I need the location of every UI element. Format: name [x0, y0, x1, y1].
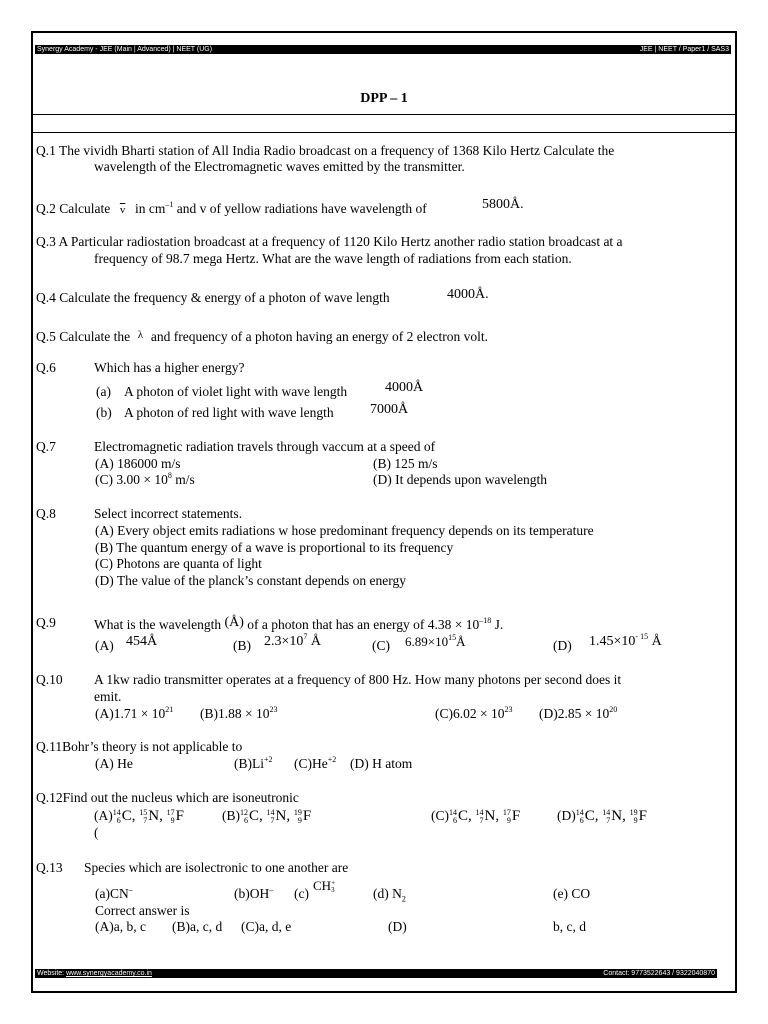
- q12-text: Q.12Find out the nucleus which are isoneutronic: [36, 790, 299, 805]
- q10-d-exp: 20: [609, 705, 618, 714]
- q9-c-mantissa: 6.89×10: [405, 634, 449, 649]
- q2-text: in cm: [134, 201, 166, 216]
- nuclide-prefix: [113, 809, 121, 825]
- q10-number: Q.10: [36, 672, 63, 687]
- page-title: DPP – 1: [360, 91, 408, 106]
- q3-line1: Q.3 A Particular radiostation broadcast at a frequency of 1120 Kilo Hertz another radio station broadcast at a: [36, 234, 623, 249]
- element-symbol: C: [121, 808, 132, 824]
- q10-c-exp: 23: [504, 705, 513, 714]
- q9-d-exp: - 15: [635, 632, 649, 641]
- footer-bar: [35, 969, 717, 978]
- q9-c-exp: 15: [448, 633, 457, 642]
- q13-text: Species which are isolectronic to one another are: [84, 860, 349, 875]
- q10-line2: emit.: [94, 689, 122, 704]
- element-symbol: F: [511, 808, 521, 824]
- nuclide-prefix: [267, 809, 275, 825]
- atomic-number: 7: [479, 815, 484, 825]
- q9-d-unit: Å: [648, 634, 662, 649]
- divider: [33, 114, 735, 115]
- q9-text: [94, 615, 503, 633]
- q12-d-label: (D): [557, 808, 576, 823]
- q10-option-c: [435, 706, 512, 722]
- q9-option-c-label: (C): [372, 638, 390, 653]
- mass-number: 14: [266, 807, 275, 817]
- q8-option-b: (B) The quantum energy of a wave is proportional to its frequency: [95, 540, 454, 555]
- atomic-number: 6: [116, 815, 121, 825]
- q9-b-unit: Å: [307, 634, 322, 649]
- nuclide-prefix: [167, 809, 175, 825]
- q9-d-mantissa: 1.45×10: [589, 634, 636, 649]
- q11-b-text: (B)Li: [234, 756, 264, 771]
- q7-option-b: (B) 125 m/s: [373, 456, 438, 471]
- q9-unit: (Å): [224, 615, 244, 630]
- q13-c-charge: [331, 880, 335, 894]
- q6-b-text: A photon of red light with wave length: [124, 405, 334, 420]
- mass-number: 14: [449, 807, 457, 817]
- separator: ,: [594, 808, 603, 824]
- q2-exponent: –1: [165, 200, 174, 209]
- separator: ,: [259, 808, 267, 824]
- nuclide-prefix: [602, 809, 610, 825]
- q2-text: and v of yellow radiations have wavelength of: [176, 201, 427, 216]
- mass-number: 14: [575, 807, 584, 817]
- website-link[interactable]: www.synergyacademy.co.in: [66, 970, 152, 977]
- q12-option-c: [431, 808, 520, 825]
- q12-c-label: (C): [431, 808, 449, 823]
- element-symbol: C: [584, 808, 595, 824]
- q9-option-a-value: 454Å: [126, 634, 158, 649]
- q2-wavelength: 5800Å: [482, 197, 521, 212]
- q12-option-b: [222, 808, 311, 825]
- q12-paren: (: [94, 825, 99, 840]
- q5-text: and frequency of a photon having an energy of 2 electron volt.: [150, 329, 488, 344]
- q7-option-d: (D) It depends upon wavelength: [373, 472, 547, 487]
- footer-contact: Contact: 9773522643 / 9322040870: [603, 970, 715, 977]
- q13-option-a: [95, 886, 133, 902]
- nuclide-prefix: [630, 809, 638, 825]
- q11-option-d: (D) H atom: [350, 756, 413, 771]
- q9-option-d-value: [589, 634, 662, 650]
- q11-option-c: [294, 756, 336, 772]
- q13-answer-d-value: b, c, d: [553, 919, 586, 934]
- q10-line1: A 1kw radio transmitter operates at a frequency of 800 Hz. How many photons per second does it: [94, 672, 622, 687]
- atomic-number: 6: [579, 815, 584, 825]
- q13-answer-a: (A)a, b, c: [95, 919, 146, 934]
- q4-value: [447, 287, 489, 303]
- q13-answer-c: (C)a, d, e: [241, 919, 292, 934]
- q7-option-c-text: (C) 3.00 × 10: [95, 472, 168, 487]
- mass-number: 14: [602, 807, 611, 817]
- q1-line2: wavelength of the Electromagnetic waves emitted by the transmitter.: [94, 159, 465, 174]
- separator: ,: [159, 808, 167, 824]
- element-symbol: N: [484, 808, 496, 824]
- element-symbol: F: [638, 808, 647, 824]
- q9-option-b-value: [264, 634, 321, 650]
- footer-website: [37, 969, 152, 978]
- q7-number: Q.7: [36, 439, 56, 454]
- lambda-symbol: λ: [137, 329, 144, 341]
- q5: [36, 327, 488, 345]
- mass-number: 17: [502, 807, 511, 817]
- q12-option-d: [557, 808, 647, 825]
- element-symbol: F: [302, 808, 312, 824]
- q10-b-exp: 23: [269, 705, 278, 714]
- q11-c-exp: +2: [327, 755, 337, 764]
- q11-c-text: (C)He: [294, 756, 328, 771]
- nuclide-prefix: [576, 809, 584, 825]
- q4-dot: .: [485, 287, 489, 302]
- q13-b-text: (b)OH: [234, 886, 270, 901]
- q10-option-a: [95, 706, 173, 722]
- q10-option-b: [200, 706, 277, 722]
- q6-b-label: (b): [96, 405, 112, 420]
- mass-number: 19: [293, 807, 302, 817]
- q7-option-a: (A) 186000 m/s: [95, 456, 181, 471]
- q10-a-text: (A)1.71 × 10: [95, 706, 166, 721]
- atomic-number: 7: [143, 815, 148, 825]
- q13-option-b: [234, 886, 273, 902]
- q9-exponent: –18: [479, 616, 492, 625]
- q9-number: Q.9: [36, 615, 56, 630]
- q11-option-b: [234, 756, 273, 772]
- q8-text: Select incorrect statements.: [94, 506, 243, 521]
- atomic-number: 7: [606, 815, 611, 825]
- q11-b-exp: +2: [264, 755, 273, 764]
- q2-dot: .: [520, 197, 524, 212]
- q13-option-c-species: [313, 878, 335, 894]
- header-left: Synergy Academy - JEE (Main | Advanced) | NEET (UG): [37, 46, 213, 53]
- nuclide-prefix: [449, 809, 457, 825]
- atomic-number: 9: [297, 815, 302, 825]
- q11-option-a: (A) He: [95, 756, 133, 771]
- q7-option-c-exp: 8: [167, 471, 172, 480]
- element-symbol: C: [458, 808, 469, 824]
- atomic-number: 9: [506, 815, 511, 825]
- q6-b-value: 7000Å: [370, 402, 409, 417]
- nuclide-prefix: [240, 809, 248, 825]
- mass-number: 14: [112, 807, 121, 817]
- q12-a-label: (A): [94, 808, 113, 823]
- atomic-number: 9: [170, 815, 175, 825]
- element-symbol: N: [148, 808, 160, 824]
- website-label: Website:: [37, 970, 67, 977]
- q9-text-b: of a photon that has an energy of 4.38 × 10: [247, 617, 480, 632]
- q10-d-text: (D)2.85 × 10: [539, 706, 610, 721]
- q9-b-mantissa: 2.3×10: [264, 634, 304, 649]
- q4-text: Q.4 Calculate the frequency & energy of a photon of wave length: [36, 290, 390, 305]
- q13-number: Q.13: [36, 860, 63, 875]
- q9-option-d-label: (D): [553, 638, 572, 653]
- q6-a-label: (a): [96, 384, 111, 399]
- separator: ,: [286, 808, 294, 824]
- q9-option-b-label: (B): [233, 638, 251, 653]
- q9-text-c: J.: [491, 617, 504, 632]
- q9-b-exp: 7: [303, 632, 308, 641]
- element-symbol: N: [275, 808, 287, 824]
- header-bar: [35, 45, 731, 54]
- q8-option-d: (D) The value of the planck’s constant depends on energy: [95, 573, 407, 588]
- q2-value: [482, 197, 524, 213]
- q7-text: Electromagnetic radiation travels through vaccum at a speed of: [94, 439, 436, 454]
- q10-option-d: [539, 706, 617, 722]
- mass-number: 12: [240, 807, 248, 817]
- q9-text-a: What is the wavelength: [94, 617, 222, 632]
- q13-answer-b: (B)a, c, d: [172, 919, 223, 934]
- q6-a-value: 4000Å: [385, 380, 424, 395]
- nuclide-prefix: [503, 809, 511, 825]
- mass-number: 19: [629, 807, 638, 817]
- q2-text: Q.2 Calculate: [36, 201, 111, 216]
- q13-option-e: (e) CO: [553, 886, 591, 901]
- q13-c-sub: 3: [331, 886, 335, 895]
- nuclide-prefix: [294, 809, 302, 825]
- q7-option-c-unit: m/s: [171, 472, 195, 487]
- q13-d-sub: 2: [401, 894, 406, 904]
- q9-option-c-value: [405, 634, 465, 650]
- separator: ,: [131, 808, 140, 824]
- q6-a-text: A photon of violet light with wave length: [124, 384, 348, 399]
- q1-line1: Q.1 The vividh Bharti station of All India Radio broadcast on a frequency of 1368 Kilo Hertz Calculate the: [36, 143, 615, 158]
- q3-line2: frequency of 98.7 mega Hertz. What are the wave length of radiations from each station.: [94, 251, 572, 266]
- q9-option-a-label: (A): [95, 638, 114, 653]
- q10-c-text: (C)6.02 × 10: [435, 706, 505, 721]
- element-symbol: C: [249, 808, 260, 824]
- nuclide-prefix: [476, 809, 484, 825]
- q8-number: Q.8: [36, 506, 56, 521]
- atomic-number: 6: [244, 815, 248, 825]
- q11-text: Q.11Bohr’s theory is not applicable to: [36, 739, 243, 754]
- q13-correct-label: Correct answer is: [95, 903, 190, 918]
- element-symbol: F: [175, 808, 184, 824]
- atomic-number: 6: [453, 815, 457, 825]
- atomic-number: 9: [633, 815, 638, 825]
- q6-text: Which has a higher energy?: [94, 360, 245, 375]
- divider: [33, 132, 735, 133]
- q10-a-exp: 21: [165, 705, 174, 714]
- mass-number: 15: [139, 807, 148, 817]
- separator: ,: [622, 808, 630, 824]
- q6-number: Q.6: [36, 360, 56, 375]
- q13-c-exp: +: [331, 879, 336, 888]
- q13-a-text: (a)CN: [95, 886, 129, 901]
- q8-option-a: (A) Every object emits radiations w hose predominant frequency depends on its temperature: [95, 523, 594, 538]
- q13-option-d: [373, 886, 406, 902]
- mass-number: 17: [166, 807, 175, 817]
- q5-text: Q.5 Calculate the: [36, 329, 131, 344]
- nuclide-prefix: [139, 809, 147, 825]
- q13-b-exp: –: [269, 885, 274, 894]
- q13-answer-d-label: (D): [388, 919, 407, 934]
- q9-c-unit: Å: [456, 634, 466, 649]
- q8-option-c: (C) Photons are quanta of light: [95, 556, 262, 571]
- atomic-number: 7: [270, 815, 275, 825]
- q13-option-c-label: (c): [294, 886, 309, 901]
- q13-c-formula: CH: [313, 878, 332, 893]
- q12-b-label: (B): [222, 808, 240, 823]
- q2: [36, 201, 427, 218]
- separator: ,: [495, 808, 503, 824]
- separator: ,: [468, 808, 476, 824]
- q13-d-text: (d) N: [373, 886, 402, 901]
- mass-number: 14: [475, 807, 484, 817]
- q12-option-a: [94, 808, 184, 825]
- header-right: JEE | NEET / Paper1 / SAS3: [639, 46, 729, 53]
- q10-b-text: (B)1.88 × 10: [200, 706, 270, 721]
- q13-a-exp: –: [128, 885, 133, 894]
- q4-wavelength: 4000Å: [447, 287, 486, 302]
- element-symbol: N: [611, 808, 623, 824]
- nu-bar-symbol: $\overline{v}$: [119, 204, 126, 216]
- q7-option-c: [95, 472, 195, 488]
